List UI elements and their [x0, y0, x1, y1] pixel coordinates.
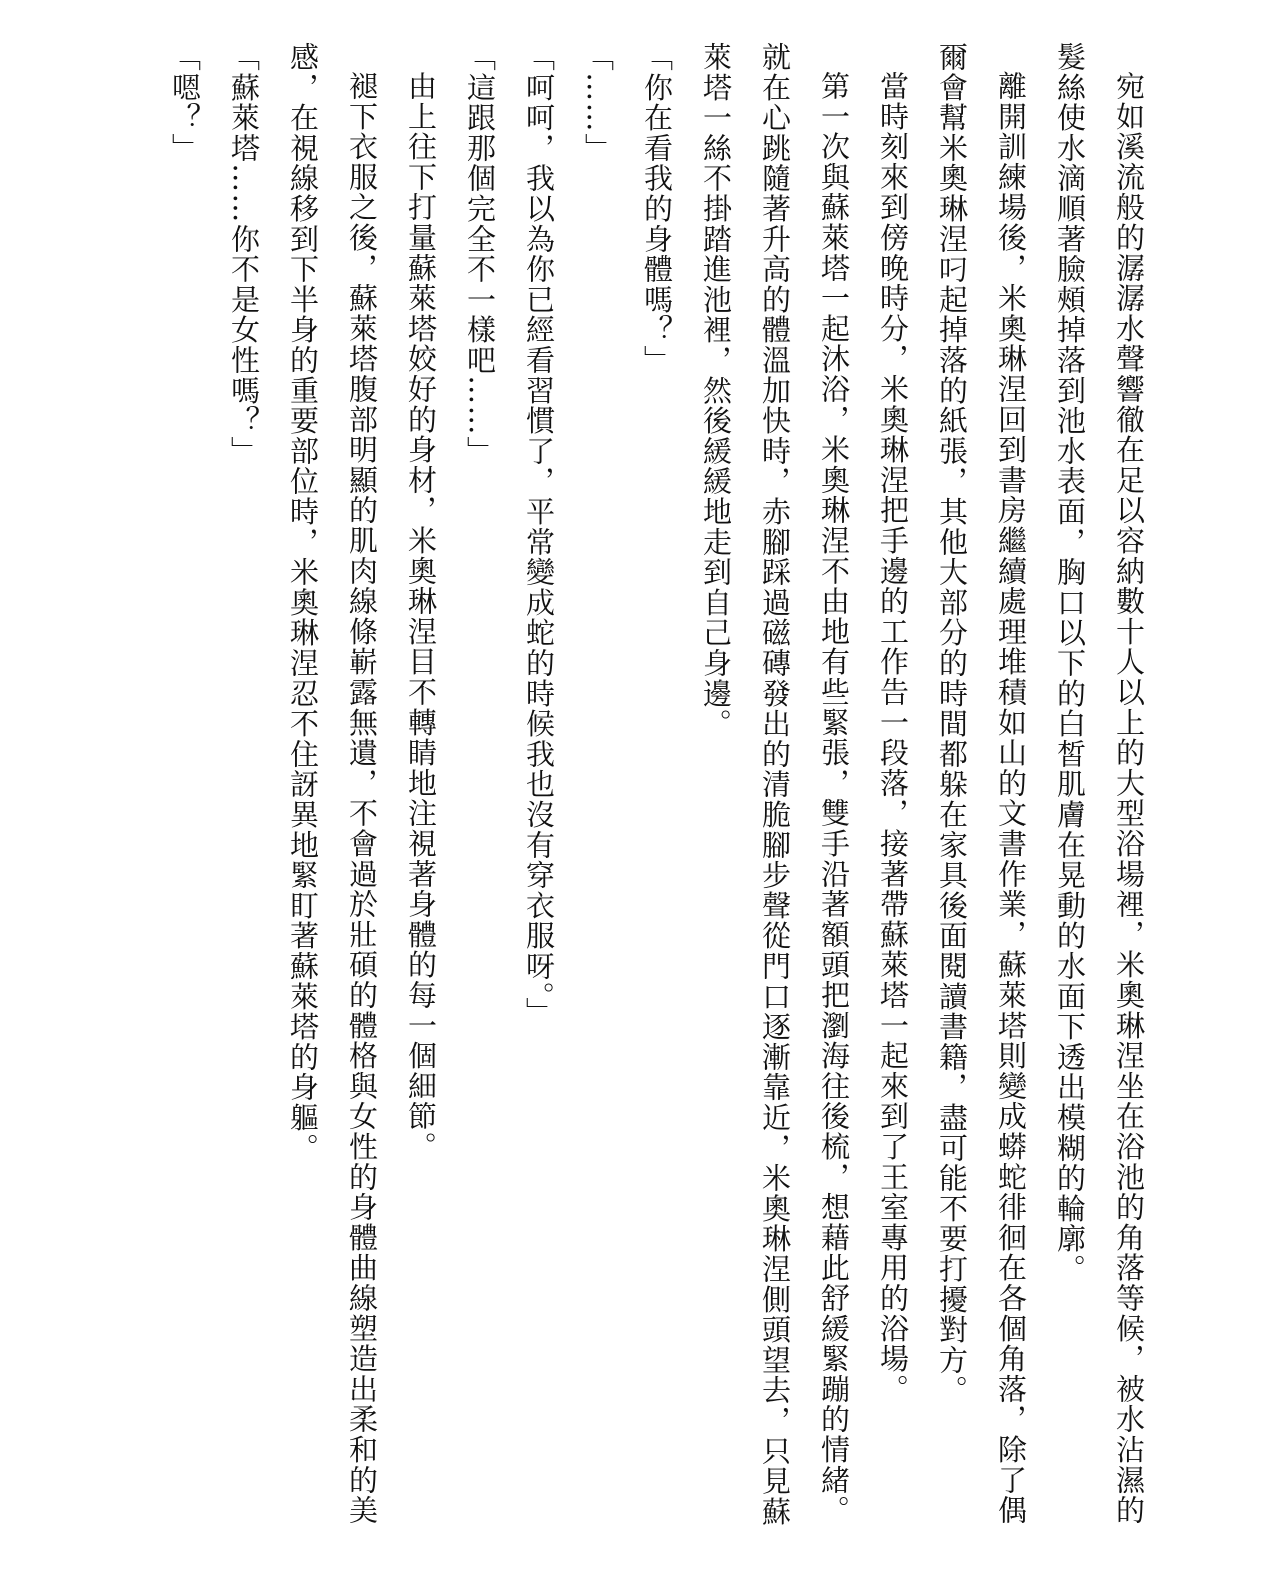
paragraph-1: 宛如溪流般的潺潺水聲響徹在足以容納數十人以上的大型浴場裡，米奧琳涅坐在浴池的角落等候，被水沾濕的髮絲使水滴順著臉頰掉落到池水表面，胸口以下的白皙肌膚在晃動的水面下透出模糊的輪廓。 — [1053, 42, 1146, 1526]
dialogue-line-6: 「嗯？」 — [168, 42, 202, 164]
dialogue-line-4: 「這跟那個完全不一樣吧……」 — [463, 42, 497, 467]
dialogue-line-2: 「……」 — [581, 42, 615, 164]
dialogue-line-5: 「蘇萊塔……你不是女性嗎？」 — [227, 42, 261, 467]
paragraph-4: 第一次與蘇萊塔一起沐浴，米奧琳涅不由地有些緊張，雙手沿著額頭把瀏海往後梳，想藉此舒緩緊蹦的情緒。就在心跳隨著升高的體溫加快時，赤腳踩過磁磚發出的清脆腳步聲從門口逐漸靠近，米奧琳涅側頭望去，只見蘇萊塔一絲不掛踏進池裡，然後緩緩地走到自己身邊。 — [699, 42, 851, 1527]
paragraph-6: 褪下衣服之後，蘇萊塔腹部明顯的肌肉線條嶄露無遺，不會過於壯碩的體格與女性的身體曲線塑造出柔和的美感，在視線移到下半身的重要部位時，米奧琳涅忍不住訝異地緊盯著蘇萊塔的身軀。 — [286, 42, 379, 1526]
dialogue-line-3: 「呵呵，我以為你已經看習慣了，平常變成蛇的時候我也沒有穿衣服呀。」 — [522, 42, 556, 1028]
vertical-text-body — [155, 42, 1158, 1552]
paragraph-3: 當時刻來到傍晚時分，米奧琳涅把手邊的工作告一段落，接著帶蘇萊塔一起來到了王室專用的浴場。 — [876, 71, 910, 1405]
paragraph-2: 離開訓練場後，米奧琳涅回到書房繼續處理堆積如山的文書作業，蘇萊塔則變成蟒蛇徘徊在各個角落，除了偶爾會幫米奧琳涅叼起掉落的紙張，其他大部分的時間都躲在家具後面閱讀書籍，盡可能不要打擾對方。 — [935, 42, 1028, 1526]
paragraph-5: 由上往下打量蘇萊塔姣好的身材，米奧琳涅目不轉睛地注視著身體的每一個細節。 — [404, 71, 438, 1162]
dialogue-line-1: 「你在看我的身體嗎？」 — [640, 42, 674, 376]
